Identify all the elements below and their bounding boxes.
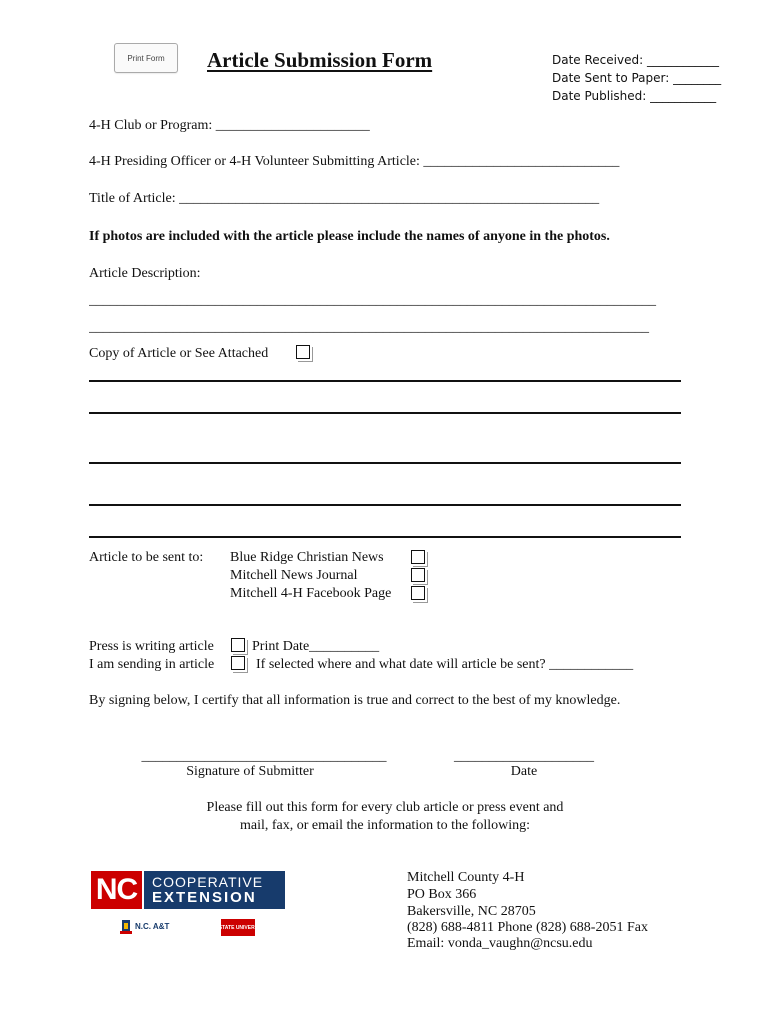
date-published-field: Date Published: ___________ xyxy=(552,89,717,103)
date-received-field: Date Received: ____________ xyxy=(552,53,719,67)
article-line[interactable] xyxy=(89,380,681,382)
signature-label: Signature of Submitter xyxy=(186,764,314,779)
print-date-field[interactable]: Print Date__________ xyxy=(252,639,380,654)
date-signature-line[interactable]: ____________________ xyxy=(454,749,594,764)
instructions-line-1: Please fill out this form for every club article or press event and xyxy=(206,800,564,815)
description-line-2[interactable]: ________________________________________________________________________________ xyxy=(89,320,649,335)
certification-text: By signing below, I certify that all information is true and correct to the best of my knowledge. xyxy=(89,693,621,708)
photos-note: If photos are included with the article please include the names of anyone in the photos. xyxy=(89,229,610,244)
press-writing-label: Press is writing article xyxy=(89,639,214,654)
nc-logo: NC xyxy=(91,871,142,909)
press-writing-checkbox[interactable] xyxy=(231,638,245,652)
contact-po-box: PO Box 366 xyxy=(407,887,477,902)
instructions-line-2: mail, fax, or email the information to the following: xyxy=(239,818,531,833)
contact-phone-fax: (828) 688-4811 Phone (828) 688-2051 Fax xyxy=(407,920,648,935)
send-option-label: Mitchell News Journal xyxy=(230,568,358,583)
blue-ridge-checkbox[interactable] xyxy=(411,550,425,564)
article-title-field[interactable]: Title of Article: ____________________________________________________________ xyxy=(89,191,600,206)
send-option-label: Mitchell 4-H Facebook Page xyxy=(230,586,392,601)
ncat-text: N.C. A&T xyxy=(135,921,170,931)
sending-article-checkbox[interactable] xyxy=(231,656,245,670)
form-title: Article Submission Form xyxy=(207,48,433,72)
copy-attached-checkbox[interactable] xyxy=(296,345,310,359)
extension-text: EXTENSION xyxy=(152,889,257,906)
sending-details-field[interactable]: If selected where and what date will article be sent? ____________ xyxy=(256,657,634,672)
article-line[interactable] xyxy=(89,462,681,464)
article-line[interactable] xyxy=(89,504,681,506)
description-label: Article Description: xyxy=(89,266,201,281)
contact-email[interactable]: Email: vonda_vaughn@ncsu.edu xyxy=(407,936,593,951)
club-program-field[interactable]: 4-H Club or Program: ______________________ xyxy=(89,118,370,133)
mitchell-news-checkbox[interactable] xyxy=(411,568,425,582)
date-sent-field: Date Sent to Paper: ________ xyxy=(552,71,722,85)
contact-city: Bakersville, NC 28705 xyxy=(407,904,536,919)
article-line[interactable] xyxy=(89,536,681,538)
cooperative-text: COOPERATIVE xyxy=(152,874,264,890)
contact-org: Mitchell County 4-H xyxy=(407,870,525,885)
article-line[interactable] xyxy=(89,412,681,414)
officer-volunteer-field[interactable]: 4-H Presiding Officer or 4-H Volunteer Submitting Article: ____________________________ xyxy=(89,154,620,169)
date-label: Date xyxy=(510,764,538,779)
sending-article-label: I am sending in article xyxy=(89,657,215,672)
aggie-icon xyxy=(120,918,132,934)
send-option-label: Blue Ridge Christian News xyxy=(230,550,384,565)
print-form-button[interactable]: Print Form xyxy=(114,43,178,73)
send-to-label: Article to be sent to: xyxy=(89,550,204,565)
facebook-page-checkbox[interactable] xyxy=(411,586,425,600)
copy-attached-label: Copy of Article or See Attached xyxy=(89,346,269,361)
ncat-logo xyxy=(120,918,169,934)
signature-line[interactable]: ___________________________________ xyxy=(141,749,387,764)
ncstate-logo: NC STATE UNIVERSITY xyxy=(221,919,255,936)
description-line-1[interactable]: _________________________________________________________________________________ xyxy=(89,293,656,308)
cooperative-extension-logo xyxy=(144,871,285,909)
